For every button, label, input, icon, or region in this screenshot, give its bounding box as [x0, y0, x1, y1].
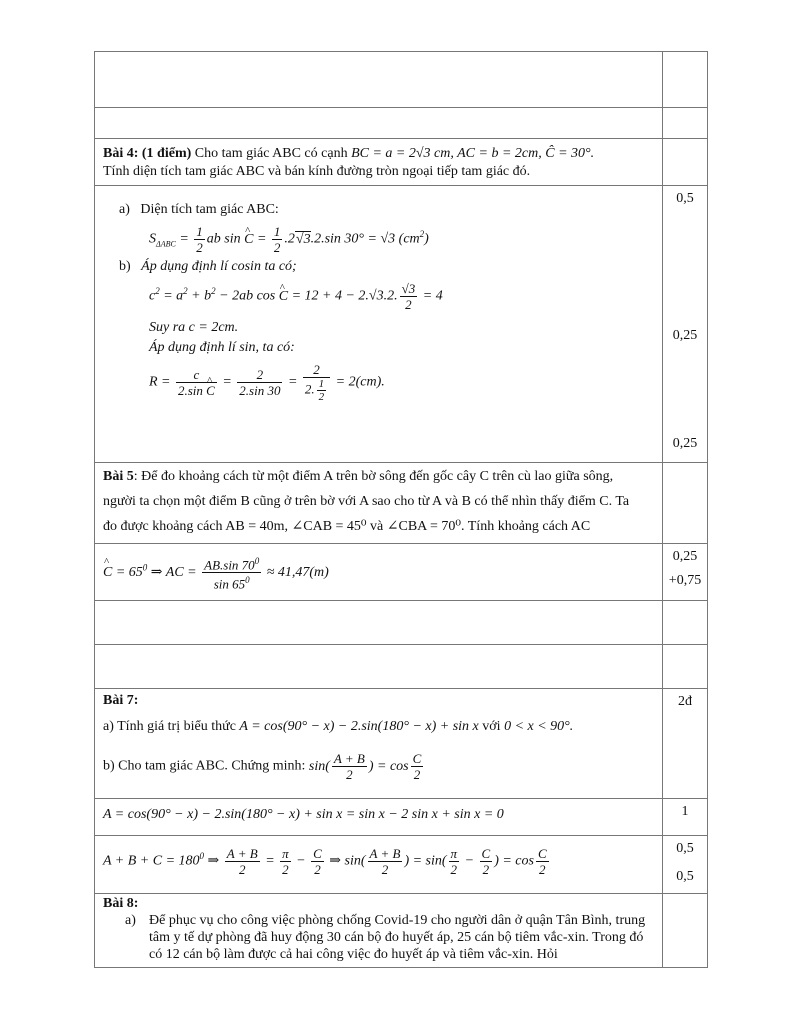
bai4-heading: Bài 4: (1 điểm): [103, 146, 192, 161]
bai8-heading: Bài 8:: [103, 896, 139, 911]
bai4-mark-a: 0,5: [676, 191, 694, 206]
bai7-mark-b2: 0,5: [676, 869, 694, 884]
bai4-solution-row: [95, 186, 708, 463]
bai4-sin-rule: Áp dụng định lí sin, ta có:: [149, 340, 295, 355]
bai7-mark-total: 2đ: [678, 694, 692, 709]
empty-row-1: [95, 52, 708, 108]
bai4-mark-b1: 0,25: [672, 328, 698, 343]
bai7-mark-a: 1: [681, 804, 689, 819]
bai7-solution-b-row: [95, 836, 708, 894]
bai5-mark-2: +0,75: [668, 573, 702, 588]
bai7-part-a: a) Tính giá trị biểu thức A = cos(90° − x) − 2.sin(180° − x) + sin x với 0 < x < 90°.: [103, 719, 574, 734]
bai8-row: [95, 894, 708, 968]
answer-table: [94, 51, 708, 968]
bai5-solution-row: [95, 544, 708, 601]
empty-row-3: [95, 601, 708, 645]
bai4-mark-b2: 0,25: [672, 436, 698, 451]
bai5-prompt-row: Bài 5: Để đo khoảng cách từ một điểm A trên bờ sông đến gốc cây C trên cù lao giữa sông, người ta chọn một điểm B cũng ở trên bờ với A sao cho từ A và B có thể nhìn thấy điểm C. Ta đo được khoảng cách AB = 40m, ∠CAB = 45⁰ và ∠CBA = 70⁰. Tính khoảng cách AC: [95, 463, 708, 544]
bai4-prompt-math: BC = a = 2√3 cm, AC = b = 2cm, Ĉ = 30°.: [351, 146, 595, 161]
bai7-heading: Bài 7:: [103, 693, 139, 708]
bai8-part-a: a) Để phục vụ cho công việc phòng chống Covid-19 cho người dân ở quận Tân Bình, trung tâm y tế dự phòng đã huy động 30 cán bộ đo huyết áp, 25 cán bộ tiêm vắc-xin. Trong đó có 12 cán bộ làm được cả hai công việc đo huyết áp và tiêm vắc-xin. Hỏi: [125, 913, 646, 962]
bai7-part-b: b) Cho tam giác ABC. Chứng minh: sin( $\frac{A + B}{2}$ ) = cos $\frac{C}{2}$: [103, 751, 422, 782]
bai7-solution-a: A = cos(90° − x) − 2.sin(180° − x) + sin x = sin x − 2 sin x + sin x = 0: [103, 807, 504, 822]
empty-row-4: [95, 645, 708, 689]
bai7-mark-b1: 0,5: [676, 841, 694, 856]
bai7-solution-b: $A + B + C = 180^0$ ⇒ $\frac{A + B}{2}$ = $\frac{\pi}{2}$ − $\frac{C}{2}$ ⇒ sin( $\frac{A + B}{2}$ ) = sin( $\frac{\pi}{2}$ − $\frac{C}{2}$ ) = cos $\frac{C}{2}$: [103, 846, 547, 877]
bai4-prompt-text: Cho tam giác ABC có cạnh: [194, 146, 348, 161]
bai7-solution-a-row: [95, 799, 708, 836]
bai4-part-a: a) Diện tích tam giác ABC:: [119, 202, 279, 217]
bai4-cosine-formula: $c^2 = a^2 + b^2 - 2ab$ cos ^ C = 12 + 4 − 2.√3.2. $\frac{√3}{2}$ = 4: [119, 281, 654, 312]
bai7-prompt-row: [95, 689, 708, 799]
bai4-part-b: b) Áp dụng định lí cosin ta có;: [119, 259, 297, 274]
bai4-prompt-line2: Tính diện tích tam giác ABC và bán kính đường tròn ngoại tiếp tam giác đó.: [103, 164, 531, 179]
bai5-solution: ^ $C = 65^0$ ⇒ AC = $\frac{AB.\sin 70^0}{\sin 65^0}$ ≈ 41,47(m): [95, 544, 662, 596]
bai4-area-formula: $S_{\Delta ABC}$ = $\frac{1}{2}$ ab sin ^ C = $\frac{1}{2}$ .2√3.2.sin 30° = √3 $(cm^2)$: [119, 224, 654, 255]
bai4-radius-formula: R = $\frac{c}{2.\sin \^{} C}$ = $\frac{2}{2.\sin 30}$ = 2 2. $\frac{1}{2}$ = 2(cm).: [119, 362, 654, 403]
bai5-heading: Bài 5: [103, 469, 134, 484]
empty-row-2: [95, 108, 708, 139]
bai5-mark-1: 0,25: [672, 549, 698, 564]
bai4-suy-ra: Suy ra c = 2cm.: [149, 320, 239, 335]
bai4-prompt-row: [95, 139, 708, 186]
